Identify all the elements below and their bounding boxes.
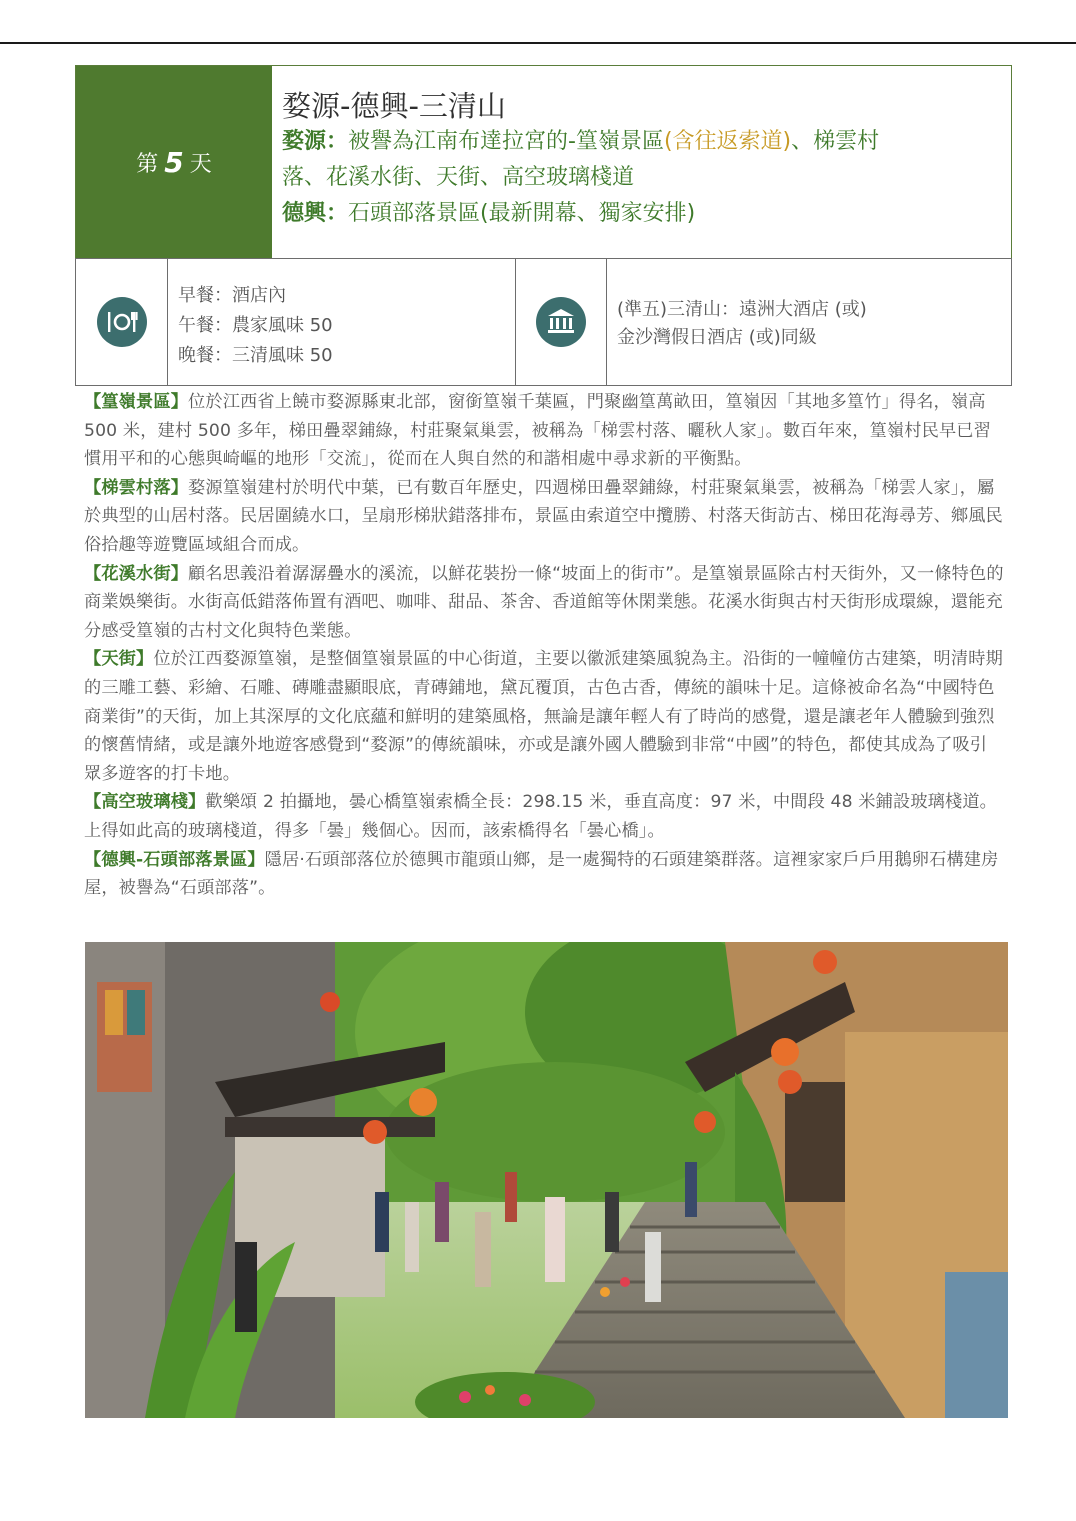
section-text: 隱居·石頭部落位於德興市龍頭山鄉，是一處獨特的石頭建築群落。這裡家家戶戶用鵝卵石構建房屋，被譽為“石頭部落”。 <box>84 849 999 899</box>
section-tianjie <box>84 645 1004 788</box>
section-heading: 【天街】 <box>84 649 154 670</box>
section-text: 顧名思義沿着潺潺疊水的溪流，以鮮花裝扮一條“坡面上的街市”。是篁嶺景區除古村天街外，又一條特色的商業娛樂街。水街高低錯落佈置有酒吧、咖啡、甜品、茶舍、香道館等休閑業態。花溪水街與古村天街形成環線，還能充分感受篁嶺的古村文化與特色業態。 <box>84 563 1004 641</box>
day-number: 5 <box>164 145 184 179</box>
itinerary-text: 石頭部落景區(最新開幕、獨家安排) <box>348 201 696 226</box>
dinner-text: 晚餐：三清風味 50 <box>178 345 333 366</box>
section-heading: 【花溪水街】 <box>84 563 189 584</box>
section-text: 位於江西省上饒市婺源縣東北部，窗銜篁嶺千葉匾，門聚幽篁萬畝田，篁嶺因「其地多篁竹」得名，嶺高 500 米，建村 500 多年，梯田疊翠鋪綠，村莊聚氣巢雲，被稱為「梯雲村落、曬秋人家」。數百年來，篁嶺村民早已習慣用平和的心態與崎嶇的地形「交流」，從而在人與自然的和諧相處中尋求新的平衡點。 <box>84 392 991 470</box>
ancient-village-street-photo <box>85 942 1008 1418</box>
meals-icon-cell <box>76 259 168 385</box>
section-heading: 【篁嶺景區】 <box>84 392 189 412</box>
section-huaxi <box>84 560 1004 646</box>
itinerary-tail: 、梯雲村 <box>791 129 880 154</box>
hotel-line-1: (準五)三清山：遠洲大酒店 (或) <box>617 299 867 320</box>
day-badge <box>76 66 272 258</box>
section-text: 婺源篁嶺建村於明代中葉，已有數百年歷史，四週梯田疊翠鋪綠，村莊聚氣巢雲，被稱為「梯雲人家」，屬於典型的山居村落。民居圍繞水口，呈扇形梯狀錯落排布，景區由索道空中攬勝、村落天街訪古、梯田花海尋芳、鄉風民俗拾趣等遊覽區域組合而成。 <box>84 477 1003 555</box>
attraction-descriptions <box>84 388 1004 903</box>
itinerary-text: 被譽為江南布達拉宮的-篁嶺景區 <box>348 129 664 154</box>
day-header <box>75 65 1012 259</box>
itinerary-line-3 <box>282 196 1011 232</box>
meals-hotel-row <box>75 258 1012 386</box>
page-title: 婺源-德興-三清山 <box>282 89 506 123</box>
itinerary-title-block <box>272 66 1011 258</box>
section-huangling <box>84 388 1004 474</box>
hotel-icon-cell <box>515 259 607 385</box>
section-stone-tribe <box>84 846 1004 903</box>
meals-info <box>168 259 515 385</box>
place-label: 德興： <box>282 201 349 226</box>
bank-building-icon <box>536 297 586 347</box>
section-glass-walkway <box>84 788 1004 845</box>
itinerary-note: (含往返索道) <box>663 129 792 154</box>
lunch-text: 午餐：農家風味 50 <box>178 315 333 336</box>
day-prefix: 第 <box>136 151 159 177</box>
section-heading: 【梯雲村落】 <box>84 477 189 498</box>
section-heading: 【德興-石頭部落景區】 <box>84 849 265 870</box>
top-rule <box>0 42 1076 44</box>
place-label: 婺源： <box>282 129 349 154</box>
breakfast-text: 早餐：酒店內 <box>178 285 286 306</box>
itinerary-line-2: 落、花溪水街、天街、高空玻璃棧道 <box>282 165 635 190</box>
itinerary-line-1 <box>282 124 1011 160</box>
section-text: 位於江西婺源篁嶺，是整個篁嶺景區的中心街道，主要以徽派建築風貌為主。沿街的一幢幢仿古建築，明清時期的三雕工藝、彩繪、石雕、磚雕盡顯眼底，青磚鋪地，黛瓦覆頂，古色古香，傳統的韻味十足。這條被命名為“中國特色商業街”的天街，加上其深厚的文化底蘊和鮮明的建築風格，無論是讓年輕人有了時尚的感覺，還是讓老年人體驗到強烈的懷舊情緒，或是讓外地遊客感覺到“婺源”的傳統韻味，亦或是讓外國人體驗到非常“中國”的特色，都使其成為了吸引眾多遊客的打卡地。 <box>84 649 1003 784</box>
day-suffix: 天 <box>189 151 212 177</box>
section-heading: 【高空玻璃棧】 <box>84 792 206 813</box>
hotel-info <box>607 259 1011 385</box>
hotel-line-2: 金沙灣假日酒店 (或)同級 <box>617 327 817 348</box>
fork-plate-icon <box>97 297 147 347</box>
section-tiyun <box>84 474 1004 560</box>
section-text: 歡樂頌 2 拍攝地，曇心橋篁嶺索橋全長：298.15 米，垂直高度：97 米，中間段 48 米鋪設玻璃棧道。上得如此高的玻璃棧道，得多「曇」幾個心。因而，該索橋得名「曇心橋」。 <box>84 792 998 841</box>
